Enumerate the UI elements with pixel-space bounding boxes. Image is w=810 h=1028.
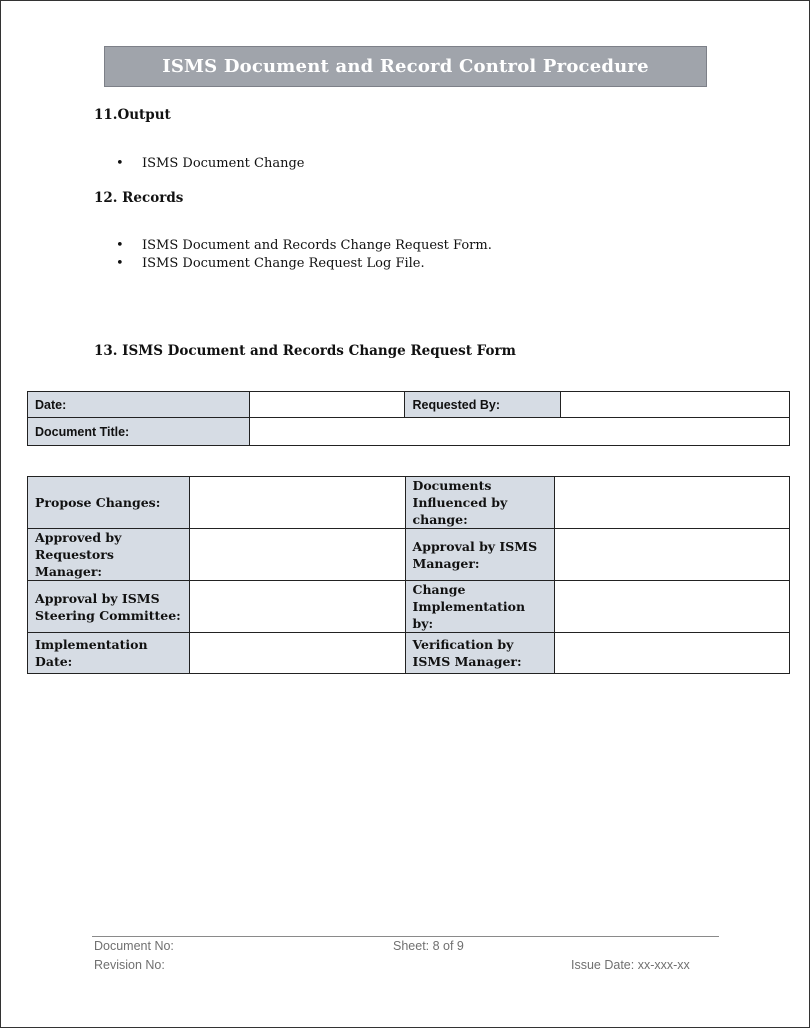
approval-by-steering-committee-label: Approval by ISMS Steering Committee: <box>28 581 190 633</box>
approval-by-isms-manager-label: Approval by ISMS Manager: <box>405 529 555 581</box>
change-implementation-by-label: Change Implementation by: <box>405 581 555 633</box>
change-implementation-by-field[interactable] <box>555 581 790 633</box>
date-label: Date: <box>28 392 250 418</box>
footer-issue-date: Issue Date: xx-xxx-xx <box>571 958 690 972</box>
request-details-table <box>27 476 790 674</box>
implementation-date-field[interactable] <box>189 633 405 674</box>
date-field[interactable] <box>249 392 405 418</box>
footer-sheet: Sheet: 8 of 9 <box>393 939 464 953</box>
verification-by-isms-manager-label: Verification by ISMS Manager: <box>405 633 555 674</box>
document-title-label: Document Title: <box>28 418 250 446</box>
section-heading-records: 12. Records <box>94 190 184 206</box>
propose-changes-field[interactable] <box>189 477 405 529</box>
document-title-field[interactable] <box>249 418 789 446</box>
verification-by-isms-manager-field[interactable] <box>555 633 790 674</box>
section-heading-form: 13. ISMS Document and Records Change Request Form <box>94 343 516 359</box>
approval-by-isms-manager-field[interactable] <box>555 529 790 581</box>
table-row <box>28 477 790 529</box>
table-row <box>28 581 790 633</box>
documents-influenced-field[interactable] <box>555 477 790 529</box>
list-item: • ISMS Document Change <box>116 155 305 173</box>
list-item: • ISMS Document Change Request Log File. <box>116 255 492 273</box>
output-list <box>116 155 305 173</box>
document-title: ISMS Document and Record Control Procedure <box>104 46 707 87</box>
section-heading-output: 11.Output <box>94 107 171 123</box>
table-row <box>28 392 790 418</box>
approval-by-steering-committee-field[interactable] <box>189 581 405 633</box>
table-row <box>28 633 790 674</box>
propose-changes-label: Propose Changes: <box>28 477 190 529</box>
approved-by-requestors-manager-field[interactable] <box>189 529 405 581</box>
documents-influenced-label: Documents Influenced by change: <box>405 477 555 529</box>
list-item: • ISMS Document and Records Change Request Form. <box>116 237 492 255</box>
requested-by-label: Requested By: <box>405 392 561 418</box>
records-list <box>116 237 492 273</box>
footer-document-no: Document No: <box>94 939 174 953</box>
implementation-date-label: Implementation Date: <box>28 633 190 674</box>
table-row <box>28 529 790 581</box>
table-row <box>28 418 790 446</box>
footer-divider <box>92 936 719 937</box>
requested-by-field[interactable] <box>561 392 790 418</box>
footer-revision-no: Revision No: <box>94 958 165 972</box>
approved-by-requestors-manager-label: Approved by Requestors Manager: <box>28 529 190 581</box>
request-header-table <box>27 391 790 446</box>
